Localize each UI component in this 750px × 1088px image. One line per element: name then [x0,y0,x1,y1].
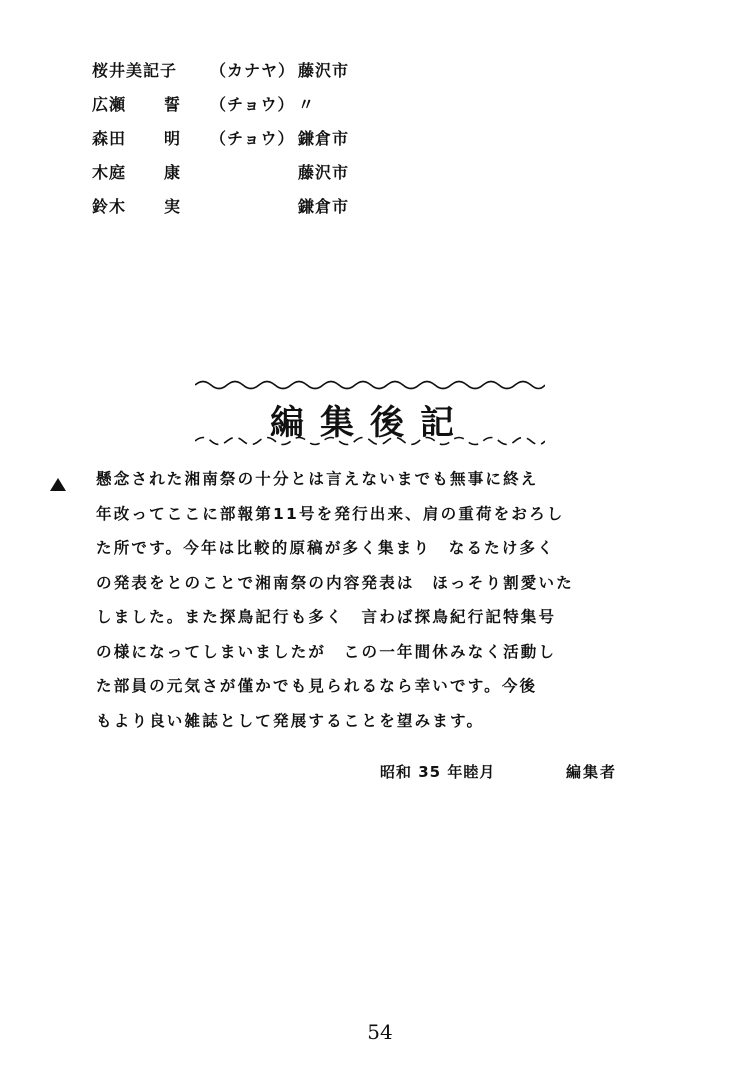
member-surname: 広瀬 [92,95,127,114]
roster-row [92,154,392,188]
roster-row [92,120,392,154]
page-number: 54 [367,1020,393,1044]
body-line: の発表をとのことで湘南祭の内容発表は ほっそり割愛いた [96,573,574,592]
member-kana: （チョウ） [210,129,295,148]
member-city: 鎌倉市 [298,129,350,148]
triangle-bullet-icon [50,478,66,491]
member-city: 〃 [298,95,316,114]
member-given-name: 誓 [164,95,182,114]
member-given-name: 明 [164,129,182,148]
member-roster [92,52,392,222]
wavy-ornament-top [195,378,545,392]
signoff-date: 昭和 35 年睦月 [380,763,496,781]
roster-row [92,52,392,86]
member-city: 藤沢市 [298,61,350,80]
member-surname: 森田 [92,129,127,148]
body-line: しました。また探鳥記行も多く 言わば探鳥紀行記特集号 [96,608,557,626]
member-kana: （カナヤ） [210,61,296,80]
body-line: た部員の元気さが僅かでも見られるなら幸いです。今後 [96,677,538,695]
editorial-body [96,462,716,738]
member-city: 鎌倉市 [298,197,350,216]
member-kana: （チョウ） [210,95,295,114]
member-city: 藤沢市 [298,163,350,182]
member-name: 桜井美記子 [92,61,178,80]
body-line: もより良い雑誌として発展することを望みます。 [96,711,485,730]
member-surname: 木庭 [92,163,127,182]
roster-row [92,86,392,120]
member-given-name: 実 [164,197,182,216]
member-given-name: 康 [164,163,182,182]
body-line: 年改ってここに部報第11号を発行出来、肩の重荷をおろし [96,504,565,523]
signoff-author: 編集者 [566,763,618,781]
body-line: の様になってしまいましたが この一年間休みなく活動し [96,642,557,661]
body-line: 懸念された湘南祭の十分とは言えないまでも無事に終え [96,470,539,488]
signoff [380,761,680,785]
editorial-title: 編集後記 [270,403,470,443]
member-surname: 鈴木 [92,197,127,216]
roster-row [92,188,392,222]
body-line: た所です。今年は比較的原稿が多く集まり なるたけ多く [96,539,555,557]
wavy-ornament-bottom [195,434,545,448]
